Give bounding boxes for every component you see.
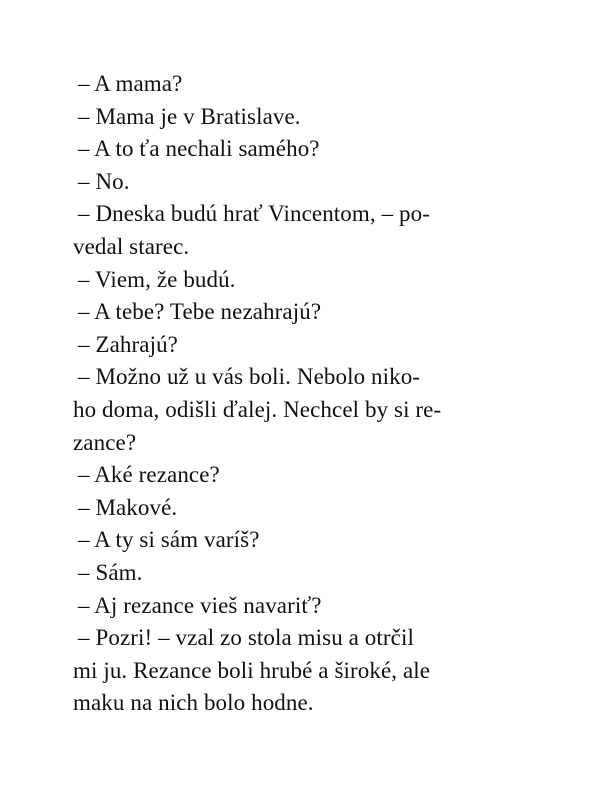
text-line: mi ju. Rezance boli hrubé a široké, ale: [73, 657, 431, 683]
text-line: – Sám.: [78, 559, 143, 585]
text-line: – Makové.: [78, 494, 178, 520]
text-line: – Aké rezance?: [78, 462, 220, 488]
text-line: – Pozri! – vzal zo stola misu a otrčil: [78, 625, 414, 651]
text-line: maku na nich bolo hodne.: [73, 690, 314, 716]
text-line: – Mama je v Bratislave.: [78, 103, 301, 129]
text-line: – Dneska budú hrať Vincentom, – po-: [78, 201, 430, 227]
text-line: – A ty si sám varíš?: [78, 527, 260, 553]
text-line: vedal starec.: [73, 233, 190, 259]
text-line: – No.: [78, 168, 130, 194]
text-line: – Viem, že budú.: [78, 266, 236, 292]
text-line: – A to ťa nechali samého?: [78, 136, 320, 162]
text-line: – A tebe? Tebe nezahrajú?: [78, 299, 322, 325]
text-line: – Možno už u vás boli. Nebolo niko-: [78, 364, 421, 390]
text-line: – Zahrajú?: [78, 331, 178, 357]
text-line: – A mama?: [78, 71, 183, 96]
text-line: – Aj rezance vieš navariť?: [78, 592, 322, 618]
text-line: ho doma, odišli ďalej. Nechcel by si re-: [73, 396, 442, 422]
dialogue-text: [73, 68, 543, 720]
text-line: zance?: [73, 429, 137, 455]
